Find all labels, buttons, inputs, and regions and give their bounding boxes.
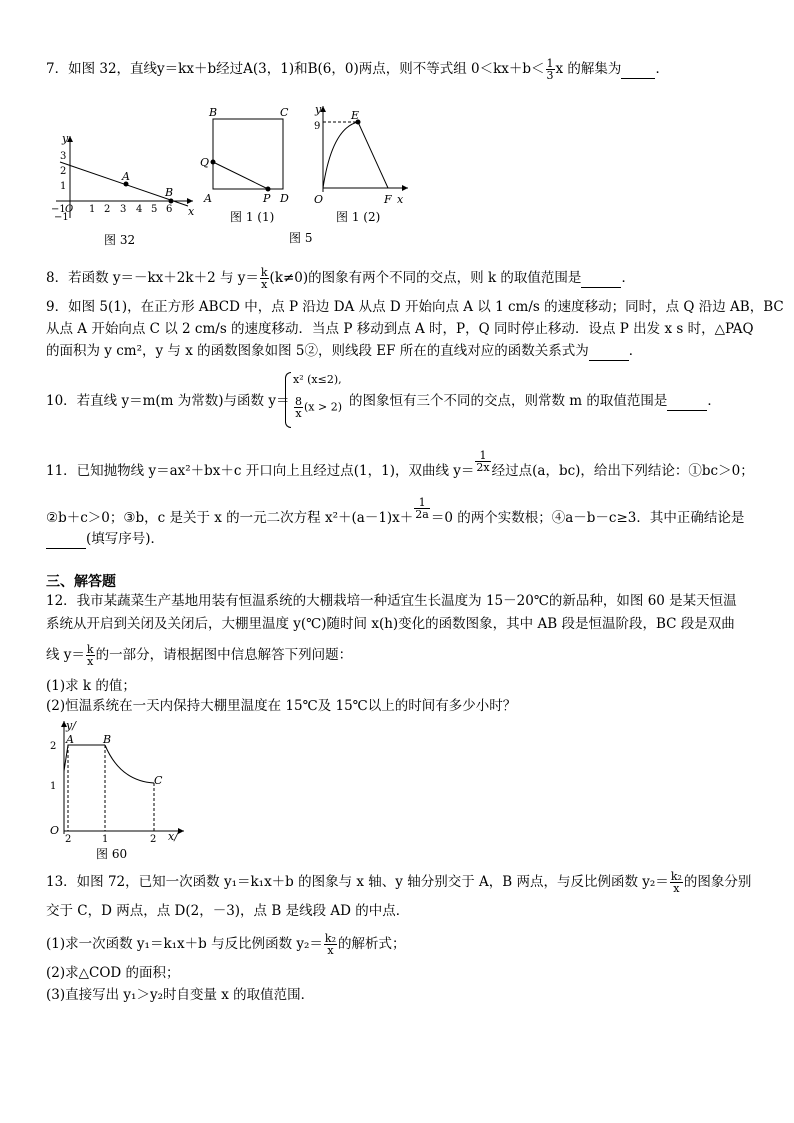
q11-line-2: ②b＋c＞0；③b，c 是关于 x 的一元二次方程 x²＋(a－1)x＋ $\frac{1}{2a}$ ＝0 的两个实数根；④a－b－c≥3．其中正确结论是 (46, 496, 745, 526)
q12-sub-1: (1)求 k 的值； (46, 678, 136, 694)
segment-pq (213, 162, 268, 189)
y-axis-label: y/ (66, 719, 76, 732)
parabola-oe (323, 122, 358, 188)
x-tick-label: 2 (150, 834, 157, 845)
vertex-d-label: D (280, 192, 289, 205)
y-tick-label: 1 (60, 181, 67, 192)
x-tick-label: 2 (65, 834, 72, 845)
q13-line-1: 13．如图 72，已知一次函数 y₁＝k₁x＋b 的图象与 x 轴、y 轴分别交于 A，B 两点，与反比例函数 y₂＝ $\frac{\text{k₂}}{x}$ 的图象分别 (46, 870, 752, 895)
x-tick-label: 5 (151, 204, 158, 215)
q12-line-3: 线 y＝ $\frac{k}{x}$ 的一部分，请根据图中信息解答下列问题： (46, 643, 353, 668)
point-c-label: C (154, 774, 163, 787)
x-tick-label: 1 (102, 834, 109, 845)
q10-brace (285, 372, 291, 428)
vertex-a-label: A (204, 192, 212, 205)
q11-line-3: (填写序号)． (46, 530, 164, 549)
point-p-dot (266, 187, 271, 192)
point-f-label: F (384, 193, 392, 206)
figure-32 (48, 128, 198, 223)
figure-60-caption: 图 60 (96, 847, 128, 861)
origin-label: O (314, 193, 324, 206)
x-axis-label: x (397, 193, 404, 206)
q13-sub-3: (3)直接写出 y₁＞y₂时自变量 x 的取值范围． (46, 987, 315, 1003)
figure-60 (44, 716, 194, 846)
q12-sub-2: (2)恒温系统在一天内保持大棚里温度在 15℃及 15℃以上的时间有多少小时？ (46, 698, 517, 714)
origin-label: O (65, 204, 74, 215)
q12-line-2: 系统从开启到关闭及关闭后，大棚里温度 y(℃)随时间 x(h)变化的函数图象，其中 AB 段是恒温阶段，BC 段是双曲 (46, 616, 735, 632)
q10-text-a: 10．若直线 y＝m(m 为常数)与函数 y＝ (46, 393, 290, 409)
x-axis-label: x (188, 205, 195, 218)
q11-line-1: 11．已知抛物线 y＝ax²＋bx＋c 开口向上且经过点(1，1)，双曲线 y＝ $\frac{1}{2x}$ 经过点(a，bc)，给出下列结论：①bc＞0； (46, 449, 754, 479)
x-tick-label: −1 (51, 204, 66, 215)
figure-5-2 (306, 100, 416, 212)
q12-fraction: $\frac{k}{x}$ (86, 643, 94, 668)
point-e-label: E (351, 109, 360, 122)
q9-line-1: 9．如图 5(1)，在正方形 ABCD 中，点 P 沿边 DA 从点 D 开始向点 A 以 1 cm/s 的速度移动；同时，点 Q 沿边 AB，BC (46, 299, 784, 315)
q13-sub-1: (1)求一次函数 y₁＝k₁x＋b 与反比例函数 y₂＝ $\frac{\text{k₂}}{x}$ 的解析式； (46, 932, 406, 957)
x-tick-label: 1 (89, 204, 96, 215)
q13-fraction: $\frac{\text{k₂}}{x}$ (670, 870, 682, 895)
q10-piece-1: x² (x≤2), (293, 373, 342, 386)
x-axis-arrow (402, 185, 408, 191)
y-tick-label: 2 (60, 166, 67, 177)
x-axis-arrow (187, 198, 193, 204)
y-tick-label: 3 (60, 151, 67, 162)
q10-piece-2-fraction: $\frac{8}{x}$ (295, 395, 302, 420)
q13-sub-1-fraction: $\frac{\text{k₂}}{x}$ (324, 932, 336, 957)
x-axis-arrow (178, 828, 184, 834)
figure-5-1 (198, 104, 298, 222)
q13-line-2: 交于 C，D 两点，点 D(2，－3)，点 B 是线段 AD 的中点． (46, 903, 410, 919)
point-a-label: A (66, 733, 74, 746)
x-tick-label: 3 (120, 204, 127, 215)
square-abcd (213, 119, 283, 189)
vertex-b-label: B (209, 106, 218, 119)
q9-line-2: 从点 A 开始向点 C 以 2 cm/s 的速度移动．当点 P 移动到点 A 时，P，Q 同时停止移动．设点 P 出发 x s 时，△PAQ (46, 321, 754, 337)
q8-fraction: $\frac{k}{x}$ (260, 266, 268, 291)
vertex-c-label: C (280, 106, 289, 119)
figure-5-1-caption: 图 1 (1) (230, 210, 275, 224)
point-p-label: P (263, 192, 271, 205)
point-q-label: Q (200, 156, 210, 169)
y-tick-label: −1 (54, 212, 69, 223)
q13-sub-2: (2)求△COD 的面积； (46, 965, 180, 981)
q8-text: 8．若函数 y＝－kx＋2k＋2 与 y＝ $\frac{k}{x}$ (k≠0)的图象有两个不同的交点，则 k 的取值范围是 ． (46, 266, 635, 291)
q11-answer-blank (46, 530, 86, 549)
q8-answer-blank (581, 269, 621, 288)
y-tick-label: 1 (50, 781, 57, 792)
x-axis-label: x/ (168, 830, 178, 843)
point-b-label: B (103, 733, 112, 746)
q7-fraction: $\frac{1}{3}$ (546, 57, 554, 82)
y-tick-label: 2 (50, 741, 57, 752)
q11-fraction-1: $\frac{1}{2x}$ (476, 449, 490, 474)
y-axis-label: y (315, 103, 322, 116)
segment-oab (64, 745, 105, 771)
q9-line-3: 的面积为 y cm²，y 与 x 的函数图象如图 5②，则线段 EF 所在的直线对应的函数关系式为 ． (46, 343, 643, 359)
point-b-label: B (165, 186, 174, 199)
x-tick-label: 6 (166, 204, 173, 215)
figure-5-2-caption: 图 1 (2) (336, 210, 381, 224)
q11-fraction-2: $\frac{1}{2a}$ (415, 496, 429, 521)
q9-answer-blank (589, 342, 629, 361)
origin-label: O (50, 824, 60, 837)
q7-answer-blank (621, 60, 655, 79)
y-tick-label: 9 (314, 121, 321, 132)
point-b-dot (169, 199, 174, 204)
hyperbola-bc (105, 745, 154, 783)
x-tick-label: 2 (104, 204, 111, 215)
figure-5-caption: 图 5 (289, 231, 313, 245)
q12-line-1: 12．我市某蔬菜生产基地用装有恒温系统的大棚栽培一种适宜生长温度为 15－20℃的新品种，如图 60 是某天恒温 (46, 593, 737, 609)
q10-piece-2: $\frac{8}{x}$ (x > 2) (295, 395, 342, 420)
point-q-dot (211, 160, 216, 165)
figure-32-caption: 图 32 (104, 233, 136, 247)
q7-text: 7．如图 32，直线y＝kx＋b经过A(3，1)和B(6，0)两点，则不等式组 0＜kx＋b＜ $\frac{1}{3}$ x 的解集为 ． (46, 57, 669, 82)
q10-text-b: 的图象恒有三个不同的交点，则常数 m 的取值范围是 ． (349, 393, 721, 409)
segment-ef (358, 122, 388, 188)
section-heading: 三、解答题 (46, 574, 116, 590)
y-axis-label: y (62, 132, 69, 145)
point-a-label: A (122, 170, 130, 183)
q10-answer-blank (667, 392, 707, 411)
x-tick-label: 4 (136, 204, 143, 215)
